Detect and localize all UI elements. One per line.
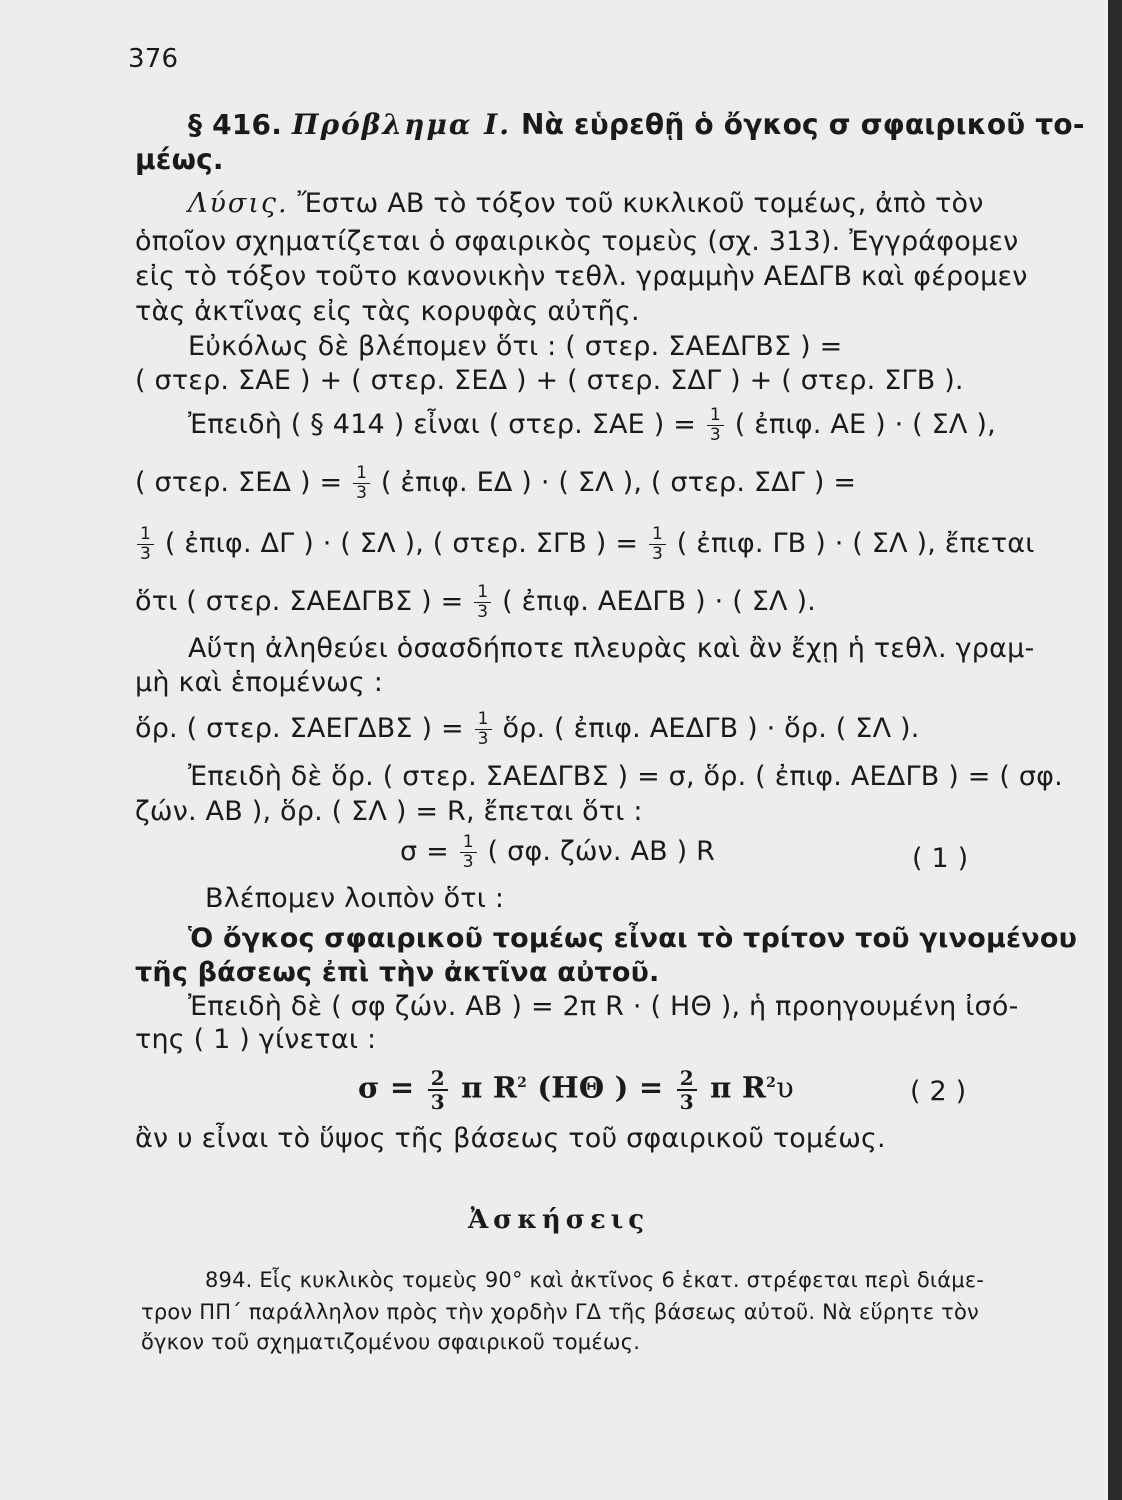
theorem-line-2: τῆς βάσεως ἐπὶ τὴν ἀκτῖνα αὐτοῦ. [135, 957, 660, 988]
exercises-heading: Ἀσκήσεις [468, 1205, 650, 1235]
problem-kind: Πρόβλημα Ι. [292, 108, 511, 141]
solution-line-11: Αὕτη ἀληθεύει ὁσασδήποτε πλευρὰς καὶ ἂν ἔχῃ ἡ τεθλ. γραμ- [188, 633, 1035, 664]
equation-1: σ = $\frac{1}{3}$ ( σφ. ζών. ΑΒ ) R [400, 832, 716, 872]
fraction-one-third: $\frac{1}{3}$ [649, 525, 666, 564]
solution-line-3: εἰς τὸ τόξον τοῦτο κανονικὴν τεθλ. γραμμὴν ΑΕΔΓΒ καὶ φέρομεν [135, 261, 1028, 292]
solution-line-12: μὴ καὶ ἑπομένως : [135, 667, 384, 698]
solution-line-21: της ( 1 ) γίνεται : [135, 1024, 377, 1055]
fraction-one-third: $\frac{1}{3}$ [460, 833, 477, 872]
equation-1-number: ( 1 ) [912, 843, 969, 874]
section-number: § 416. [188, 108, 283, 141]
fraction-one-third: $\frac{1}{3}$ [137, 525, 154, 564]
solution-line-4: τὰς ἀκτῖνας εἰς τὰς κορυφὰς αὐτῆς. [135, 296, 640, 327]
fraction-two-thirds: $\frac{2}{3}$ [677, 1067, 697, 1113]
page-edge [1108, 0, 1122, 1500]
solution-line-9: $\frac{1}{3}$ ( ἐπιφ. ΔΓ ) · ( ΣΛ ), ( στερ. ΣΓΒ ) = $\frac{1}{3}$ ( ἐπιφ. ΓΒ ) · ( ΣΛ ), ἔπεται [135, 525, 1035, 564]
exercise-line-1: 894. Εἷς κυκλικὸς τομεὺς 90° καὶ ἀκτῖνος 6 ἑκατ. στρέφεται περὶ διάμε- [205, 1268, 985, 1292]
solution-line-10: ὅτι ( στερ. ΣΑΕΔΓΒΣ ) = $\frac{1}{3}$ ( ἐπιφ. ΑΕΔΓΒ ) · ( ΣΛ ). [135, 582, 816, 622]
exercise-line-2: τρον ΠΠ΄ παράλληλον πρὸς τὴν χορδὴν ΓΔ τῆς βάσεως αὐτοῦ. Νὰ εὕρητε τὸν [141, 1300, 979, 1324]
theorem-line-1: Ὁ ὄγκος σφαιρικοῦ τομέως εἶναι τὸ τρίτον τοῦ γινομένου [188, 923, 1078, 954]
solution-line-6: ( στερ. ΣΑΕ ) + ( στερ. ΣΕΔ ) + ( στερ. ΣΔΓ ) + ( στερ. ΣΓΒ ). [135, 365, 964, 396]
fraction-one-third: $\frac{1}{3}$ [475, 710, 492, 749]
problem-statement: Νὰ εὑρεθῇ ὁ ὄγκος σ σφαιρικοῦ το- [520, 108, 1085, 141]
page-number: 376 [128, 44, 179, 74]
problem-statement-cont: μέως. [135, 143, 224, 176]
solution-line-8: ( στερ. ΣΕΔ ) = $\frac{1}{3}$ ( ἐπιφ. ΕΔ ) · ( ΣΛ ), ( στερ. ΣΔΓ ) = [135, 463, 857, 503]
fraction-two-thirds: $\frac{2}{3}$ [428, 1067, 448, 1113]
problem-title [188, 108, 1085, 142]
solution-line-15: ζών. ΑΒ ), ὅρ. ( ΣΛ ) = R, ἔπεται ὅτι : [135, 796, 643, 827]
solution-line-1: Λύσις. Ἔστω ΑΒ τὸ τόξον τοῦ κυκλικοῦ τομέως, ἀπὸ τὸν [188, 188, 984, 219]
fraction-one-third: $\frac{1}{3}$ [474, 583, 491, 622]
solution-line-17: Βλέπομεν λοιπὸν ὅτι : [205, 883, 505, 914]
solution-label: Λύσις. [188, 188, 289, 219]
solution-line-23: ἂν υ εἶναι τὸ ὕψος τῆς βάσεως τοῦ σφαιρικοῦ τομέως. [135, 1123, 886, 1154]
solution-line-13: ὅρ. ( στερ. ΣΑΕΓΔΒΣ ) = $\frac{1}{3}$ ὅρ. ( ἐπιφ. ΑΕΔΓΒ ) · ὅρ. ( ΣΛ ). [135, 709, 920, 749]
solution-line-7: Ἐπειδὴ ( § 414 ) εἶναι ( στερ. ΣΑΕ ) = $\frac{1}{3}$ ( ἐπιφ. ΑΕ ) · ( ΣΛ ), [188, 405, 996, 445]
fraction-one-third: $\frac{1}{3}$ [353, 464, 370, 503]
solution-line-2: ὁποῖον σχηματίζεται ὁ σφαιρικὸς τομεὺς (σχ. 313). Ἐγγράφομεν [135, 226, 1019, 257]
exercise-line-3: ὄγκον τοῦ σχηματιζομένου σφαιρικοῦ τομέως. [141, 1330, 641, 1354]
solution-line-5: Εὐκόλως δὲ βλέπομεν ὅτι : ( στερ. ΣΑΕΔΓΒΣ ) = [188, 331, 843, 362]
equation-2: σ = $\frac{2}{3}$ π $R^2$ (ΗΘ ) = $\frac{2}{3}$ π $R^2\upsilon$ [358, 1065, 794, 1114]
solution-line-20: Ἐπειδὴ δὲ ( σφ ζών. ΑΒ ) = 2π R · ( ΗΘ ), ἡ προηγουμένη ἰσό- [188, 991, 1019, 1022]
solution-line-14: Ἐπειδὴ δὲ ὅρ. ( στερ. ΣΑΕΔΓΒΣ ) = σ, ὅρ. ( ἐπιφ. ΑΕΔΓΒ ) = ( σφ. [188, 761, 1063, 792]
fraction-one-third: $\frac{1}{3}$ [707, 406, 724, 445]
equation-2-number: ( 2 ) [910, 1076, 967, 1107]
